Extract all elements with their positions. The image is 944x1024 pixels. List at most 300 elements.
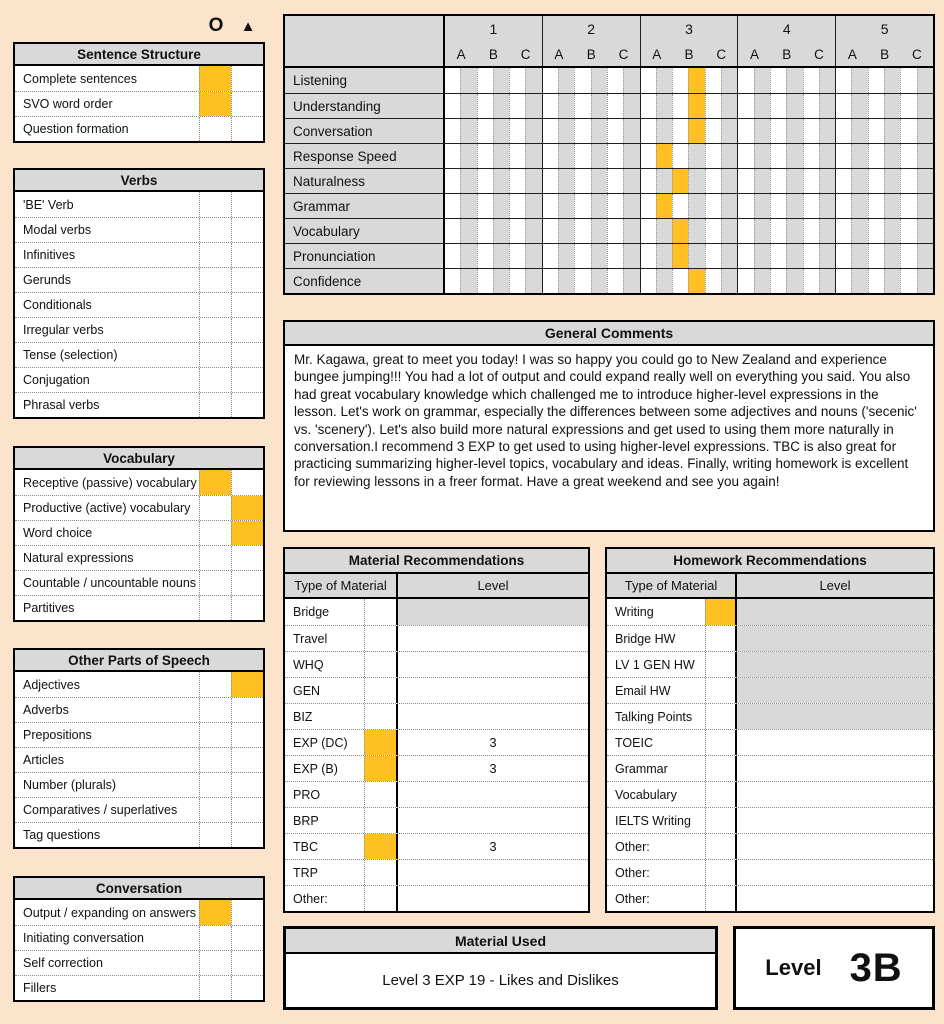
rating-cell[interactable] [803, 68, 819, 93]
rating-cell[interactable] [591, 169, 607, 193]
circle-mark-cell[interactable] [199, 900, 231, 925]
rating-cell[interactable] [721, 244, 737, 268]
rating-cell[interactable] [607, 68, 623, 93]
rating-cell[interactable] [574, 119, 590, 143]
rating-cell[interactable] [770, 194, 786, 218]
rating-cell[interactable] [884, 144, 900, 168]
rating-cell[interactable] [656, 269, 672, 293]
triangle-mark-cell[interactable] [231, 798, 263, 822]
rating-cell[interactable] [786, 144, 802, 168]
material-checkbox[interactable] [705, 652, 737, 677]
rating-cell[interactable] [705, 244, 721, 268]
rating-cell[interactable] [525, 94, 541, 118]
rating-cell[interactable] [688, 94, 704, 118]
rating-cell[interactable] [543, 68, 558, 93]
rating-cell[interactable] [770, 269, 786, 293]
circle-mark-cell[interactable] [199, 596, 231, 620]
rating-cell[interactable] [738, 94, 753, 118]
rating-cell[interactable] [884, 169, 900, 193]
rating-cell[interactable] [770, 144, 786, 168]
rating-cell[interactable] [786, 244, 802, 268]
rating-cell[interactable] [754, 269, 770, 293]
material-checkbox[interactable] [364, 730, 398, 755]
triangle-mark-cell[interactable] [231, 393, 263, 417]
rating-cell[interactable] [754, 94, 770, 118]
rating-cell[interactable] [641, 194, 656, 218]
rating-cell[interactable] [851, 219, 867, 243]
rating-cell[interactable] [574, 244, 590, 268]
rating-cell[interactable] [754, 119, 770, 143]
rating-cell[interactable] [477, 169, 493, 193]
rating-cell[interactable] [623, 219, 639, 243]
circle-mark-cell[interactable] [199, 546, 231, 570]
rating-cell[interactable] [656, 68, 672, 93]
rating-cell[interactable] [672, 119, 688, 143]
rating-cell[interactable] [607, 144, 623, 168]
rating-cell[interactable] [445, 269, 460, 293]
rating-cell[interactable] [574, 269, 590, 293]
rating-cell[interactable] [493, 68, 509, 93]
rating-cell[interactable] [460, 144, 476, 168]
triangle-mark-cell[interactable] [231, 521, 263, 545]
circle-mark-cell[interactable] [199, 318, 231, 342]
rating-cell[interactable] [705, 269, 721, 293]
rating-cell[interactable] [786, 119, 802, 143]
rating-cell[interactable] [493, 219, 509, 243]
rating-cell[interactable] [445, 119, 460, 143]
circle-mark-cell[interactable] [199, 218, 231, 242]
rating-cell[interactable] [917, 169, 933, 193]
rating-cell[interactable] [786, 94, 802, 118]
rating-cell[interactable] [460, 68, 476, 93]
rating-cell[interactable] [917, 244, 933, 268]
circle-mark-cell[interactable] [199, 672, 231, 697]
rating-cell[interactable] [460, 244, 476, 268]
triangle-mark-cell[interactable] [231, 773, 263, 797]
rating-cell[interactable] [543, 219, 558, 243]
rating-cell[interactable] [525, 244, 541, 268]
rating-cell[interactable] [868, 94, 884, 118]
rating-cell[interactable] [591, 68, 607, 93]
triangle-mark-cell[interactable] [231, 596, 263, 620]
circle-mark-cell[interactable] [199, 343, 231, 367]
material-checkbox[interactable] [705, 808, 737, 833]
material-checkbox[interactable] [705, 782, 737, 807]
circle-mark-cell[interactable] [199, 92, 231, 116]
rating-cell[interactable] [819, 194, 835, 218]
rating-cell[interactable] [607, 119, 623, 143]
rating-cell[interactable] [543, 94, 558, 118]
rating-cell[interactable] [738, 68, 753, 93]
rating-cell[interactable] [623, 169, 639, 193]
rating-cell[interactable] [721, 194, 737, 218]
rating-cell[interactable] [525, 144, 541, 168]
triangle-mark-cell[interactable] [231, 698, 263, 722]
circle-mark-cell[interactable] [199, 66, 231, 91]
rating-cell[interactable] [656, 194, 672, 218]
material-checkbox[interactable] [364, 626, 398, 651]
rating-cell[interactable] [851, 144, 867, 168]
rating-cell[interactable] [607, 94, 623, 118]
rating-cell[interactable] [819, 119, 835, 143]
triangle-mark-cell[interactable] [231, 571, 263, 595]
rating-cell[interactable] [688, 194, 704, 218]
rating-cell[interactable] [543, 244, 558, 268]
material-checkbox[interactable] [364, 808, 398, 833]
triangle-mark-cell[interactable] [231, 496, 263, 520]
triangle-mark-cell[interactable] [231, 823, 263, 847]
rating-cell[interactable] [721, 144, 737, 168]
rating-cell[interactable] [705, 94, 721, 118]
rating-cell[interactable] [836, 119, 851, 143]
rating-cell[interactable] [591, 244, 607, 268]
rating-cell[interactable] [754, 144, 770, 168]
triangle-mark-cell[interactable] [231, 92, 263, 116]
rating-cell[interactable] [688, 169, 704, 193]
triangle-mark-cell[interactable] [231, 368, 263, 392]
rating-cell[interactable] [819, 94, 835, 118]
rating-cell[interactable] [803, 169, 819, 193]
triangle-mark-cell[interactable] [231, 546, 263, 570]
rating-cell[interactable] [770, 169, 786, 193]
rating-cell[interactable] [445, 194, 460, 218]
rating-cell[interactable] [705, 144, 721, 168]
rating-cell[interactable] [509, 219, 525, 243]
rating-cell[interactable] [868, 169, 884, 193]
rating-cell[interactable] [574, 169, 590, 193]
rating-cell[interactable] [641, 68, 656, 93]
rating-cell[interactable] [607, 244, 623, 268]
rating-cell[interactable] [884, 68, 900, 93]
rating-cell[interactable] [770, 119, 786, 143]
rating-cell[interactable] [688, 68, 704, 93]
rating-cell[interactable] [493, 169, 509, 193]
rating-cell[interactable] [868, 119, 884, 143]
rating-cell[interactable] [721, 269, 737, 293]
circle-mark-cell[interactable] [199, 521, 231, 545]
rating-cell[interactable] [656, 219, 672, 243]
triangle-mark-cell[interactable] [231, 117, 263, 141]
rating-cell[interactable] [641, 144, 656, 168]
rating-cell[interactable] [900, 119, 916, 143]
rating-cell[interactable] [623, 94, 639, 118]
rating-cell[interactable] [836, 244, 851, 268]
circle-mark-cell[interactable] [199, 976, 231, 1000]
rating-cell[interactable] [754, 194, 770, 218]
rating-cell[interactable] [836, 169, 851, 193]
rating-cell[interactable] [656, 119, 672, 143]
material-checkbox[interactable] [364, 834, 398, 859]
rating-cell[interactable] [884, 94, 900, 118]
rating-cell[interactable] [868, 269, 884, 293]
rating-cell[interactable] [591, 144, 607, 168]
rating-cell[interactable] [851, 194, 867, 218]
rating-cell[interactable] [445, 244, 460, 268]
rating-cell[interactable] [509, 94, 525, 118]
rating-cell[interactable] [477, 119, 493, 143]
rating-cell[interactable] [493, 194, 509, 218]
rating-cell[interactable] [641, 219, 656, 243]
rating-cell[interactable] [477, 194, 493, 218]
rating-cell[interactable] [884, 119, 900, 143]
circle-mark-cell[interactable] [199, 268, 231, 292]
rating-cell[interactable] [493, 244, 509, 268]
rating-cell[interactable] [688, 244, 704, 268]
rating-cell[interactable] [803, 219, 819, 243]
rating-cell[interactable] [917, 144, 933, 168]
triangle-mark-cell[interactable] [231, 243, 263, 267]
circle-mark-cell[interactable] [199, 926, 231, 950]
triangle-mark-cell[interactable] [231, 951, 263, 975]
rating-cell[interactable] [477, 269, 493, 293]
rating-cell[interactable] [705, 119, 721, 143]
rating-cell[interactable] [738, 269, 753, 293]
circle-mark-cell[interactable] [199, 698, 231, 722]
rating-cell[interactable] [917, 219, 933, 243]
rating-cell[interactable] [477, 68, 493, 93]
rating-cell[interactable] [543, 169, 558, 193]
rating-cell[interactable] [803, 144, 819, 168]
rating-cell[interactable] [558, 94, 574, 118]
rating-cell[interactable] [770, 244, 786, 268]
rating-cell[interactable] [900, 144, 916, 168]
material-checkbox[interactable] [364, 704, 398, 729]
rating-cell[interactable] [688, 144, 704, 168]
rating-cell[interactable] [868, 219, 884, 243]
rating-cell[interactable] [477, 94, 493, 118]
material-checkbox[interactable] [364, 756, 398, 781]
rating-cell[interactable] [705, 219, 721, 243]
rating-cell[interactable] [721, 119, 737, 143]
rating-cell[interactable] [868, 144, 884, 168]
rating-cell[interactable] [803, 119, 819, 143]
rating-cell[interactable] [509, 144, 525, 168]
rating-cell[interactable] [786, 219, 802, 243]
rating-cell[interactable] [574, 68, 590, 93]
rating-cell[interactable] [738, 169, 753, 193]
circle-mark-cell[interactable] [199, 393, 231, 417]
rating-cell[interactable] [558, 144, 574, 168]
rating-cell[interactable] [900, 269, 916, 293]
rating-cell[interactable] [445, 144, 460, 168]
rating-cell[interactable] [819, 169, 835, 193]
rating-cell[interactable] [851, 169, 867, 193]
circle-mark-cell[interactable] [199, 496, 231, 520]
rating-cell[interactable] [786, 269, 802, 293]
rating-cell[interactable] [477, 244, 493, 268]
material-checkbox[interactable] [364, 678, 398, 703]
rating-cell[interactable] [688, 219, 704, 243]
rating-cell[interactable] [884, 194, 900, 218]
rating-cell[interactable] [623, 144, 639, 168]
rating-cell[interactable] [672, 68, 688, 93]
rating-cell[interactable] [591, 219, 607, 243]
rating-cell[interactable] [460, 119, 476, 143]
rating-cell[interactable] [884, 219, 900, 243]
rating-cell[interactable] [754, 219, 770, 243]
rating-cell[interactable] [558, 68, 574, 93]
rating-cell[interactable] [477, 144, 493, 168]
rating-cell[interactable] [525, 269, 541, 293]
material-checkbox[interactable] [364, 652, 398, 677]
rating-cell[interactable] [607, 269, 623, 293]
rating-cell[interactable] [672, 94, 688, 118]
rating-cell[interactable] [803, 269, 819, 293]
rating-cell[interactable] [623, 269, 639, 293]
triangle-mark-cell[interactable] [231, 672, 263, 697]
rating-cell[interactable] [721, 169, 737, 193]
rating-cell[interactable] [803, 94, 819, 118]
rating-cell[interactable] [868, 68, 884, 93]
circle-mark-cell[interactable] [199, 748, 231, 772]
rating-cell[interactable] [543, 269, 558, 293]
rating-cell[interactable] [558, 194, 574, 218]
rating-cell[interactable] [493, 269, 509, 293]
rating-cell[interactable] [525, 119, 541, 143]
rating-cell[interactable] [754, 244, 770, 268]
rating-cell[interactable] [917, 269, 933, 293]
rating-cell[interactable] [574, 194, 590, 218]
rating-cell[interactable] [851, 269, 867, 293]
rating-cell[interactable] [819, 68, 835, 93]
triangle-mark-cell[interactable] [231, 268, 263, 292]
material-checkbox[interactable] [705, 730, 737, 755]
rating-cell[interactable] [623, 119, 639, 143]
circle-mark-cell[interactable] [199, 773, 231, 797]
material-checkbox[interactable] [364, 599, 398, 625]
circle-mark-cell[interactable] [199, 368, 231, 392]
rating-cell[interactable] [607, 219, 623, 243]
material-checkbox[interactable] [705, 860, 737, 885]
rating-cell[interactable] [460, 169, 476, 193]
rating-cell[interactable] [917, 119, 933, 143]
rating-cell[interactable] [574, 219, 590, 243]
rating-cell[interactable] [819, 244, 835, 268]
rating-cell[interactable] [574, 144, 590, 168]
rating-cell[interactable] [591, 94, 607, 118]
rating-cell[interactable] [900, 169, 916, 193]
rating-cell[interactable] [900, 194, 916, 218]
material-checkbox[interactable] [364, 886, 398, 911]
rating-cell[interactable] [819, 269, 835, 293]
rating-cell[interactable] [509, 194, 525, 218]
rating-cell[interactable] [884, 244, 900, 268]
rating-cell[interactable] [836, 144, 851, 168]
rating-cell[interactable] [445, 68, 460, 93]
rating-cell[interactable] [460, 269, 476, 293]
circle-mark-cell[interactable] [199, 723, 231, 747]
rating-cell[interactable] [460, 194, 476, 218]
rating-cell[interactable] [900, 68, 916, 93]
rating-cell[interactable] [672, 169, 688, 193]
rating-cell[interactable] [721, 68, 737, 93]
rating-cell[interactable] [672, 219, 688, 243]
triangle-mark-cell[interactable] [231, 218, 263, 242]
circle-mark-cell[interactable] [199, 243, 231, 267]
triangle-mark-cell[interactable] [231, 293, 263, 317]
triangle-mark-cell[interactable] [231, 723, 263, 747]
rating-cell[interactable] [525, 194, 541, 218]
rating-cell[interactable] [607, 169, 623, 193]
material-checkbox[interactable] [364, 860, 398, 885]
rating-cell[interactable] [672, 144, 688, 168]
rating-cell[interactable] [851, 244, 867, 268]
rating-cell[interactable] [445, 94, 460, 118]
rating-cell[interactable] [493, 119, 509, 143]
rating-cell[interactable] [558, 219, 574, 243]
rating-cell[interactable] [917, 94, 933, 118]
rating-cell[interactable] [819, 144, 835, 168]
rating-cell[interactable] [641, 269, 656, 293]
rating-cell[interactable] [851, 94, 867, 118]
triangle-mark-cell[interactable] [231, 976, 263, 1000]
rating-cell[interactable] [641, 169, 656, 193]
rating-cell[interactable] [770, 94, 786, 118]
rating-cell[interactable] [525, 169, 541, 193]
rating-cell[interactable] [460, 219, 476, 243]
circle-mark-cell[interactable] [199, 951, 231, 975]
rating-cell[interactable] [786, 68, 802, 93]
circle-mark-cell[interactable] [199, 571, 231, 595]
rating-cell[interactable] [672, 244, 688, 268]
material-checkbox[interactable] [705, 678, 737, 703]
rating-cell[interactable] [623, 68, 639, 93]
rating-cell[interactable] [884, 269, 900, 293]
rating-cell[interactable] [558, 269, 574, 293]
rating-cell[interactable] [917, 68, 933, 93]
rating-cell[interactable] [868, 194, 884, 218]
rating-cell[interactable] [738, 119, 753, 143]
rating-cell[interactable] [558, 169, 574, 193]
triangle-mark-cell[interactable] [231, 318, 263, 342]
material-checkbox[interactable] [705, 599, 737, 625]
rating-cell[interactable] [836, 68, 851, 93]
rating-cell[interactable] [836, 269, 851, 293]
rating-cell[interactable] [705, 169, 721, 193]
rating-cell[interactable] [574, 94, 590, 118]
rating-cell[interactable] [558, 119, 574, 143]
rating-cell[interactable] [900, 219, 916, 243]
rating-cell[interactable] [509, 169, 525, 193]
rating-cell[interactable] [656, 94, 672, 118]
rating-cell[interactable] [770, 219, 786, 243]
rating-cell[interactable] [543, 144, 558, 168]
rating-cell[interactable] [836, 219, 851, 243]
circle-mark-cell[interactable] [199, 117, 231, 141]
rating-cell[interactable] [525, 68, 541, 93]
rating-cell[interactable] [754, 68, 770, 93]
rating-cell[interactable] [851, 119, 867, 143]
rating-cell[interactable] [509, 269, 525, 293]
rating-cell[interactable] [900, 94, 916, 118]
rating-cell[interactable] [738, 194, 753, 218]
circle-mark-cell[interactable] [199, 798, 231, 822]
material-checkbox[interactable] [705, 834, 737, 859]
rating-cell[interactable] [803, 244, 819, 268]
circle-mark-cell[interactable] [199, 823, 231, 847]
triangle-mark-cell[interactable] [231, 66, 263, 91]
rating-cell[interactable] [786, 194, 802, 218]
rating-cell[interactable] [477, 219, 493, 243]
circle-mark-cell[interactable] [199, 470, 231, 495]
rating-cell[interactable] [623, 244, 639, 268]
material-checkbox[interactable] [705, 704, 737, 729]
rating-cell[interactable] [754, 169, 770, 193]
rating-cell[interactable] [558, 244, 574, 268]
rating-cell[interactable] [786, 169, 802, 193]
material-checkbox[interactable] [364, 782, 398, 807]
circle-mark-cell[interactable] [199, 293, 231, 317]
